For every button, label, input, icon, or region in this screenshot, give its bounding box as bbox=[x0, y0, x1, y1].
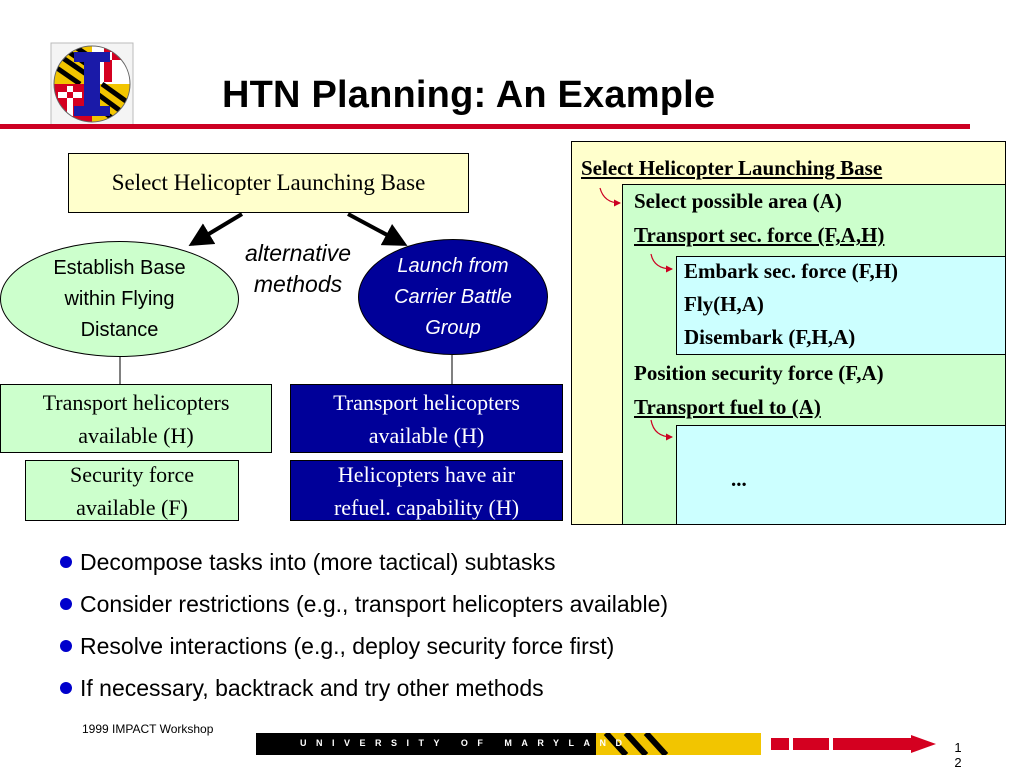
subtask-ellipsis: ... bbox=[731, 467, 747, 491]
bullet-item bbox=[60, 583, 668, 625]
bullet-list bbox=[60, 541, 668, 709]
condition-line: Security force bbox=[70, 461, 194, 487]
bullet-text: Consider restrictions (e.g., transport helicopters available) bbox=[80, 590, 669, 617]
subtask-position-security: Position security force (F,A) bbox=[634, 361, 884, 385]
condition-line: available (H) bbox=[78, 422, 194, 448]
left-method-line3: Distance bbox=[80, 318, 159, 341]
condition-line: Helicopters have air bbox=[337, 461, 516, 487]
bullet-text: If necessary, backtrack and try other methods bbox=[80, 674, 544, 701]
left-method-line2: within Flying bbox=[64, 287, 175, 310]
decomposition-arrow-2 bbox=[651, 254, 672, 269]
decomposition-arrow-3 bbox=[651, 420, 672, 437]
bullet-dot-icon bbox=[60, 598, 72, 610]
page-number: 12 bbox=[954, 740, 962, 770]
bullet-dot-icon bbox=[60, 682, 72, 694]
subtask-transport-force: Transport sec. force (F,A,H) bbox=[634, 223, 885, 247]
condition-line: available (H) bbox=[368, 422, 485, 448]
banner-university-text: UNIVERSITY OF MARYLAND bbox=[300, 738, 632, 748]
bullet-dot-icon bbox=[60, 556, 72, 568]
bullet-text: Resolve interactions (e.g., deploy security force first) bbox=[80, 632, 615, 659]
left-method-line1: Establish Base bbox=[53, 256, 186, 279]
right-method-line2: Carrier Battle bbox=[394, 285, 512, 308]
maryland-flag-banner-graphic bbox=[596, 733, 940, 755]
alternative-label-line2: methods bbox=[253, 271, 343, 297]
subtask-fly: Fly(H,A) bbox=[684, 292, 764, 316]
condition-line: refuel. capability (H) bbox=[333, 494, 520, 520]
subtask-select-area: Select possible area (A) bbox=[634, 189, 842, 213]
condition-line: Transport helicopters bbox=[333, 389, 520, 415]
bullet-dot-icon bbox=[60, 640, 72, 652]
decomposition-top-task: Select Helicopter Launching Base bbox=[581, 156, 883, 180]
root-task-box: Select Helicopter Launching Base bbox=[68, 153, 469, 213]
bullet-text: Decompose tasks into (more tactical) subtasks bbox=[80, 548, 556, 575]
subtask-disembark: Disembark (F,H,A) bbox=[684, 325, 856, 349]
bullet-item bbox=[60, 541, 668, 583]
condition-line: Transport helicopters bbox=[42, 389, 230, 415]
bullet-item bbox=[60, 625, 668, 667]
subtask-transport-fuel: Transport fuel to (A) bbox=[634, 395, 821, 419]
right-method-line1: Launch from bbox=[397, 254, 509, 277]
subtask-embark: Embark sec. force (F,H) bbox=[684, 259, 899, 283]
decomposition-arrow-1 bbox=[600, 188, 620, 203]
condition-line: available (F) bbox=[76, 494, 188, 520]
slide-title: HTN Planning: An Example bbox=[222, 74, 716, 116]
right-method-line3: Group bbox=[425, 316, 481, 339]
alternative-label-line1: alternative bbox=[244, 240, 352, 266]
footer-workshop: 1999 IMPACT Workshop bbox=[82, 722, 214, 736]
bullet-item bbox=[60, 667, 668, 709]
